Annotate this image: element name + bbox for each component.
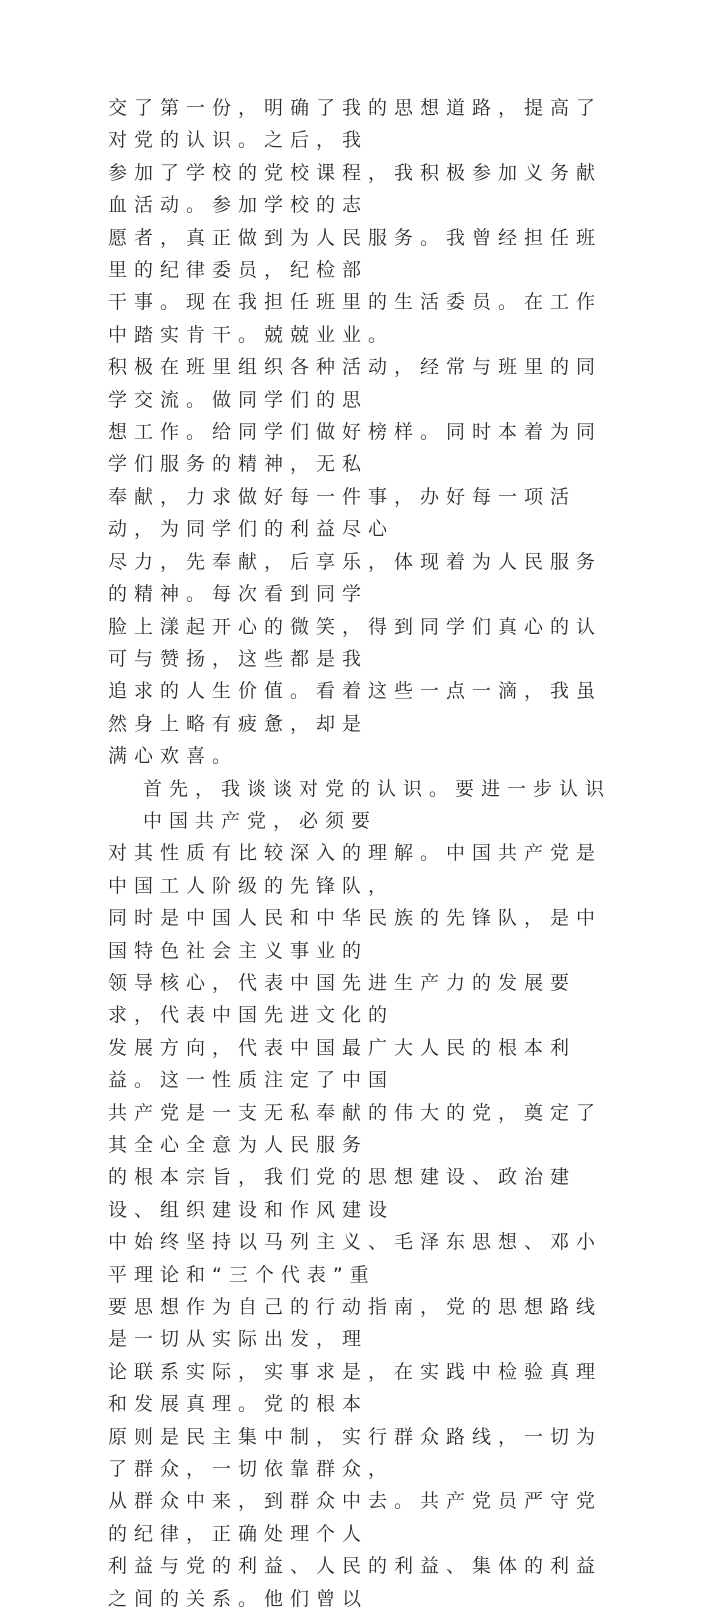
paragraph-2-line: 对其性质有比较深入的理解。中国共产党是中国工人阶级的先锋队，: [108, 842, 603, 897]
paragraph-1-line: 脸上漾起开心的微笑，得到同学们真心的认可与赞扬，这些都是我: [108, 615, 603, 670]
paragraph-1-line: 愿者，真正做到为人民服务。我曾经担任班里的纪律委员，纪检部: [108, 226, 603, 282]
paragraph-2-line: 共产党是一支无私奉献的伟大的党，奠定了其全心全意为人民服务: [108, 1101, 603, 1156]
paragraph-1-line: 尽力，先奉献，后享乐，体现着为人民服务的精神。每次看到同学: [108, 550, 603, 606]
paragraph-2-line: 论联系实际，实事求是，在实践中检验真理和发展真理。党的根本: [108, 1360, 603, 1416]
paragraph-1-line: 奉献，力求做好每一件事，办好每一项活动，为同学们的利益尽心: [108, 485, 577, 541]
paragraph-2-line: 利益与党的利益、人民的利益、集体的利益之间的关系。他们曾以: [108, 1555, 603, 1610]
paragraph-2-line: 首先，我谈谈对党的认识。要进一步认识中国共产党，必须要: [143, 777, 612, 832]
document-body: [108, 92, 620, 1615]
paragraph-2-line: 中始终坚持以马列主义、毛泽东思想、邓小平理论和“三个代表”重: [108, 1231, 603, 1286]
paragraph-1-line: 想工作。给同学们做好榜样。同时本着为同学们服务的精神，无私: [108, 421, 603, 476]
paragraph-1-line: 满心欢喜。: [108, 745, 239, 768]
paragraph-2-line: 同时是中国人民和中华民族的先锋队，是中国特色社会主义事业的: [108, 907, 603, 962]
paragraph-2-line: 要思想作为自己的行动指南，党的思想路线是一切从实际出发，理: [108, 1296, 603, 1351]
paragraph-2-line: 从群众中来，到群众中去。共产党员严守党的纪律，正确处理个人: [108, 1490, 603, 1545]
paragraph-2-line: 发展方向，代表中国最广大人民的根本利益。这一性质注定了中国: [108, 1036, 577, 1092]
paragraph-1-line: 参加了学校的党校课程，我积极参加义务献血活动。参加学校的志: [108, 161, 603, 217]
paragraph-1-line: 干事。现在我担任班里的生活委员。在工作中踏实肯干。兢兢业业。: [108, 291, 603, 346]
paragraph-1-line: 积极在班里组织各种活动，经常与班里的同学交流。做同学们的思: [108, 356, 603, 411]
paragraph-2-line: 领导核心，代表中国先进生产力的发展要求，代表中国先进文化的: [108, 971, 577, 1027]
paragraph-1-line: 交了第一份，明确了我的思想道路，提高了对党的认识。之后，我: [108, 97, 603, 152]
paragraph-2-line: 原则是民主集中制，实行群众路线，一切为了群众，一切依靠群众，: [108, 1425, 603, 1481]
paragraph-2-line: 的根本宗旨，我们党的思想建设、政治建设、组织建设和作风建设: [108, 1166, 577, 1221]
paragraph-1-line: 追求的人生价值。看着这些一点一滴，我虽然身上略有疲惫，却是: [108, 680, 603, 735]
